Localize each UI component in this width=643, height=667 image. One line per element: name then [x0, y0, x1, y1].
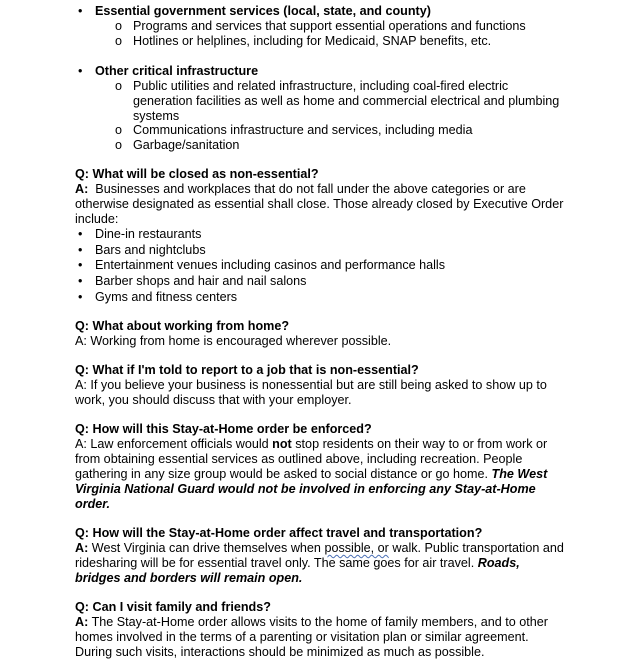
- bullet-icon: •: [78, 4, 83, 18]
- answer-text: ridesharing will be for essential travel only. The same goes for air travel.: [75, 556, 478, 570]
- answer-emphasis: Virginia National Guard would not be involved in enforcing any Stay-at-Home: [75, 482, 536, 496]
- circle-bullet-icon: o: [115, 19, 123, 33]
- bullet-icon: •: [78, 227, 83, 241]
- list-subitem: Public utilities and related infrastructure, including coal-fired electric: [133, 79, 509, 93]
- question-heading: Q: What will be closed as non-essential?: [75, 167, 319, 181]
- answer-line: [75, 556, 520, 571]
- answer-line: homes involved in the terms of a parenting or visitation plan or similar agreement.: [75, 630, 529, 644]
- list-subitem: Programs and services that support essential operations and functions: [133, 19, 526, 33]
- bullet-icon: •: [78, 64, 83, 78]
- list-heading: Essential government services (local, state, and county): [95, 4, 431, 18]
- list-subitem: generation facilities as well as home and commercial electrical and plumbing: [133, 94, 560, 108]
- bullet-icon: •: [78, 243, 83, 257]
- answer-line: [75, 182, 526, 197]
- list-item: Gyms and fitness centers: [95, 290, 238, 304]
- answer-line: include:: [75, 212, 119, 226]
- answer-line: A: If you believe your business is nonessential but are still being asked to show up to: [75, 378, 547, 392]
- answer-line: During such visits, interactions should be minimized as much as possible.: [75, 645, 485, 659]
- answer-line: work, you should discuss that with your employer.: [75, 393, 352, 407]
- list-subitem: Hotlines or helplines, including for Medicaid, SNAP benefits, etc.: [133, 34, 492, 48]
- answer-line: [75, 467, 547, 482]
- answer-text: gathering in any size group would be asked to social distance or go home.: [75, 467, 492, 481]
- question-heading: Q: Can I visit family and friends?: [75, 600, 271, 614]
- answer-text: stop residents on their way to or from work or: [291, 437, 548, 451]
- list-subitem: Communications infrastructure and services, including media: [133, 123, 473, 137]
- answer-prefix: A:: [75, 615, 89, 629]
- answer-emphasis: The West: [491, 467, 548, 481]
- answer-bold-text: not: [272, 437, 292, 451]
- answer-emphasis: bridges and borders will remain open.: [75, 571, 303, 585]
- answer-line: [75, 615, 548, 630]
- answer-prefix: A:: [75, 182, 89, 196]
- answer-text: A: Law enforcement officials would: [75, 437, 273, 451]
- question-heading: Q: How will the Stay-at-Home order affect travel and transportation?: [75, 526, 483, 540]
- list-subitem: Garbage/sanitation: [133, 138, 240, 152]
- list-item: Barber shops and hair and nail salons: [95, 274, 307, 288]
- circle-bullet-icon: o: [115, 79, 123, 93]
- answer-prefix: A:: [75, 541, 89, 555]
- circle-bullet-icon: o: [115, 123, 123, 137]
- answer-text: West Virginia can drive themselves when: [88, 541, 325, 555]
- bullet-icon: •: [78, 258, 83, 272]
- answer-text: walk. Public transportation and: [388, 541, 564, 555]
- answer-line: [75, 437, 547, 452]
- answer-line: [75, 541, 564, 556]
- question-heading: Q: How will this Stay-at-Home order be enforced?: [75, 422, 372, 436]
- answer-line: from obtaining essential services as outlined above, including recreation. People: [75, 452, 523, 466]
- bullet-icon: •: [78, 274, 83, 288]
- grammar-flagged-text[interactable]: possible, or: [324, 541, 389, 555]
- circle-bullet-icon: o: [115, 34, 123, 48]
- answer-text: The Stay-at-Home order allows visits to the home of family members, and to other: [88, 615, 548, 629]
- answer-line: A: Working from home is encouraged wherever possible.: [75, 334, 392, 348]
- question-heading: Q: What if I'm told to report to a job that is non-essential?: [75, 363, 419, 377]
- list-heading: Other critical infrastructure: [95, 64, 259, 78]
- bullet-icon: •: [78, 290, 83, 304]
- answer-text: Businesses and workplaces that do not fall under the above categories or are: [88, 182, 526, 196]
- list-item: Entertainment venues including casinos and performance halls: [95, 258, 446, 272]
- list-item: Dine-in restaurants: [95, 227, 202, 241]
- list-subitem: systems: [133, 109, 180, 123]
- circle-bullet-icon: o: [115, 138, 123, 152]
- question-heading: Q: What about working from home?: [75, 319, 290, 333]
- answer-emphasis: Roads,: [477, 556, 520, 570]
- answer-line: otherwise designated as essential shall close. Those already closed by Executive Order: [75, 197, 564, 211]
- list-item: Bars and nightclubs: [95, 243, 206, 257]
- answer-emphasis: order.: [75, 497, 110, 511]
